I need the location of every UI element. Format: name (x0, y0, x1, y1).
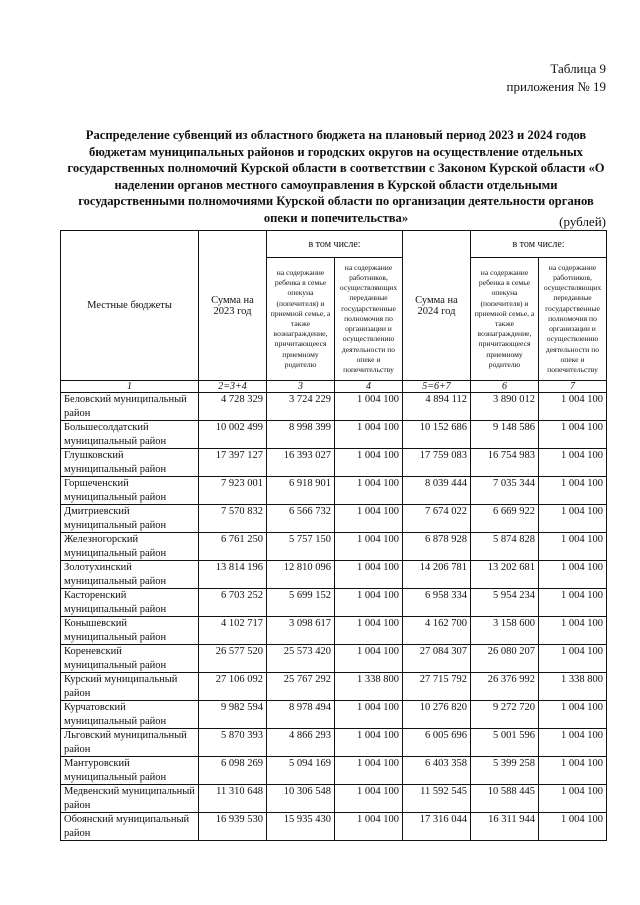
header-sum-2024: Сумма на 2024 год (403, 231, 471, 381)
sum-2024: 10 152 686 (403, 421, 471, 449)
sum-2024: 27 084 307 (403, 645, 471, 673)
staff-2023: 1 004 100 (335, 729, 403, 757)
child-2024: 5 954 234 (471, 589, 539, 617)
sum-2024: 4 894 112 (403, 393, 471, 421)
child-2024: 5 874 828 (471, 533, 539, 561)
child-2023: 12 810 096 (267, 561, 335, 589)
col-number: 6 (471, 381, 539, 393)
child-2024: 9 272 720 (471, 701, 539, 729)
district-name: Мантуровский муниципальный район (61, 757, 199, 785)
staff-2023: 1 004 100 (335, 477, 403, 505)
sum-2023: 13 814 196 (199, 561, 267, 589)
child-2023: 16 393 027 (267, 449, 335, 477)
sum-2023: 7 570 832 (199, 505, 267, 533)
table-row (61, 393, 607, 421)
sum-2023: 9 982 594 (199, 701, 267, 729)
staff-2023: 1 338 800 (335, 673, 403, 701)
col-number: 5=6+7 (403, 381, 471, 393)
child-2024: 26 376 992 (471, 673, 539, 701)
child-2023: 25 573 420 (267, 645, 335, 673)
child-2024: 5 399 258 (471, 757, 539, 785)
col-number: 1 (61, 381, 199, 393)
table-row (61, 505, 607, 533)
child-2024: 16 754 983 (471, 449, 539, 477)
staff-2024: 1 004 100 (539, 449, 607, 477)
staff-2024: 1 004 100 (539, 617, 607, 645)
header-sum-2023: Сумма на 2023 год (199, 231, 267, 381)
staff-2024: 1 004 100 (539, 505, 607, 533)
staff-2023: 1 004 100 (335, 421, 403, 449)
staff-2023: 1 004 100 (335, 505, 403, 533)
child-2023: 5 094 169 (267, 757, 335, 785)
col-number: 4 (335, 381, 403, 393)
staff-2023: 1 004 100 (335, 393, 403, 421)
sum-2023: 16 939 530 (199, 813, 267, 841)
col-number: 7 (539, 381, 607, 393)
district-name: Курчатовский муниципальный район (61, 701, 199, 729)
header-staff-maintenance-2023: на содержание работников, осуществляющих переданные государственные полномочия по организации и осуществлению деятельности по опеке и попечительству (335, 258, 403, 381)
header-including-2024: в том числе: (471, 231, 607, 258)
sum-2024: 10 276 820 (403, 701, 471, 729)
document-title: Распределение субвенций из областного бюджета на плановый период 2023 и 2024 годов бюджетам муниципальных районов и городских округов на осуществление отдельных государственных полномочий Курской области в соответствии с Законом Курской области «О наделении органов местного самоуправления в Курской области отдельными государственными полномочиями Курской области по организации деятельности органов опеки и попечительства» (67, 128, 605, 225)
table-row (61, 757, 607, 785)
col-number: 2=3+4 (199, 381, 267, 393)
staff-2023: 1 004 100 (335, 785, 403, 813)
child-2023: 3 724 229 (267, 393, 335, 421)
table-row (61, 813, 607, 841)
staff-2024: 1 004 100 (539, 421, 607, 449)
sum-2023: 6 761 250 (199, 533, 267, 561)
district-name: Беловский муниципальный район (61, 393, 199, 421)
header-local-budgets: Местные бюджеты (61, 231, 199, 381)
child-2024: 16 311 944 (471, 813, 539, 841)
sum-2023: 7 923 001 (199, 477, 267, 505)
staff-2024: 1 004 100 (539, 813, 607, 841)
district-name: Льговский муниципальный район (61, 729, 199, 757)
staff-2024: 1 004 100 (539, 533, 607, 561)
staff-2024: 1 004 100 (539, 757, 607, 785)
table-row (61, 701, 607, 729)
table-row (61, 785, 607, 813)
sum-2024: 6 958 334 (403, 589, 471, 617)
staff-2024: 1 004 100 (539, 729, 607, 757)
table-row (61, 449, 607, 477)
child-2023: 4 866 293 (267, 729, 335, 757)
sum-2024: 6 403 358 (403, 757, 471, 785)
district-name: Кореневский муниципальный район (61, 645, 199, 673)
district-name: Золотухинский муниципальный район (61, 561, 199, 589)
header-child-maintenance-2024: на содержание ребенка в семье опекуна (попечителя) и приемной семье, а также вознаграждение, причитающееся приемному родителю (471, 258, 539, 381)
sum-2023: 4 102 717 (199, 617, 267, 645)
staff-2024: 1 004 100 (539, 785, 607, 813)
district-name: Медвенский муниципальный район (61, 785, 199, 813)
child-2024: 6 669 922 (471, 505, 539, 533)
staff-2024: 1 004 100 (539, 589, 607, 617)
child-2023: 6 566 732 (267, 505, 335, 533)
table-row (61, 673, 607, 701)
child-2024: 26 080 207 (471, 645, 539, 673)
sum-2024: 17 316 044 (403, 813, 471, 841)
staff-2023: 1 004 100 (335, 813, 403, 841)
sum-2023: 5 870 393 (199, 729, 267, 757)
table-row (61, 561, 607, 589)
district-name: Дмитриевский муниципальный район (61, 505, 199, 533)
staff-2023: 1 004 100 (335, 617, 403, 645)
child-2024: 3 158 600 (471, 617, 539, 645)
col-number: 3 (267, 381, 335, 393)
sum-2023: 26 577 520 (199, 645, 267, 673)
child-2023: 3 098 617 (267, 617, 335, 645)
child-2023: 8 998 399 (267, 421, 335, 449)
table-row (61, 589, 607, 617)
staff-2024: 1 004 100 (539, 393, 607, 421)
sum-2024: 17 759 083 (403, 449, 471, 477)
district-name: Горшеченский муниципальный район (61, 477, 199, 505)
table-row (61, 645, 607, 673)
table-row (61, 729, 607, 757)
header-including-2023: в том числе: (267, 231, 403, 258)
child-2024: 7 035 344 (471, 477, 539, 505)
staff-2024: 1 004 100 (539, 645, 607, 673)
sum-2024: 14 206 781 (403, 561, 471, 589)
district-name: Железногорский муниципальный район (61, 533, 199, 561)
staff-2023: 1 004 100 (335, 449, 403, 477)
child-2024: 3 890 012 (471, 393, 539, 421)
district-name: Глушковский муниципальный район (61, 449, 199, 477)
sum-2023: 17 397 127 (199, 449, 267, 477)
staff-2024: 1 338 800 (539, 673, 607, 701)
sum-2024: 4 162 700 (403, 617, 471, 645)
child-2024: 5 001 596 (471, 729, 539, 757)
staff-2023: 1 004 100 (335, 645, 403, 673)
child-2023: 8 978 494 (267, 701, 335, 729)
child-2024: 10 588 445 (471, 785, 539, 813)
sum-2023: 11 310 648 (199, 785, 267, 813)
appendix-number: приложения № 19 (506, 79, 606, 94)
child-2023: 25 767 292 (267, 673, 335, 701)
currency-note: (рублей) (559, 214, 606, 229)
child-2023: 15 935 430 (267, 813, 335, 841)
sum-2024: 7 674 022 (403, 505, 471, 533)
sum-2024: 6 005 696 (403, 729, 471, 757)
sum-2024: 6 878 928 (403, 533, 471, 561)
child-2023: 6 918 901 (267, 477, 335, 505)
sum-2023: 6 703 252 (199, 589, 267, 617)
staff-2023: 1 004 100 (335, 589, 403, 617)
table-number: Таблица 9 (550, 61, 606, 76)
sum-2024: 27 715 792 (403, 673, 471, 701)
staff-2024: 1 004 100 (539, 477, 607, 505)
child-2024: 13 202 681 (471, 561, 539, 589)
sum-2023: 27 106 092 (199, 673, 267, 701)
sum-2023: 4 728 329 (199, 393, 267, 421)
staff-2024: 1 004 100 (539, 701, 607, 729)
child-2023: 10 306 548 (267, 785, 335, 813)
header-staff-maintenance-2024: на содержание работников, осуществляющих переданные государственные полномочия по организации и осуществлению деятельности по опеке и попечительству (539, 258, 607, 381)
district-name: Обоянский муниципальный район (61, 813, 199, 841)
staff-2023: 1 004 100 (335, 561, 403, 589)
header-child-maintenance-2023: на содержание ребенка в семье опекуна (попечителя) и приемной семье, а также вознаграждение, причитающееся приемному родителю (267, 258, 335, 381)
staff-2023: 1 004 100 (335, 533, 403, 561)
district-name: Большесолдатский муниципальный район (61, 421, 199, 449)
child-2023: 5 699 152 (267, 589, 335, 617)
subventions-table (60, 230, 607, 841)
staff-2024: 1 004 100 (539, 561, 607, 589)
child-2023: 5 757 150 (267, 533, 335, 561)
table-row (61, 617, 607, 645)
sum-2024: 8 039 444 (403, 477, 471, 505)
district-name: Касторенский муниципальный район (61, 589, 199, 617)
staff-2023: 1 004 100 (335, 701, 403, 729)
sum-2024: 11 592 545 (403, 785, 471, 813)
district-name: Курский муниципальный район (61, 673, 199, 701)
sum-2023: 10 002 499 (199, 421, 267, 449)
table-row (61, 477, 607, 505)
child-2024: 9 148 586 (471, 421, 539, 449)
table-row (61, 421, 607, 449)
table-row (61, 533, 607, 561)
district-name: Конышевский муниципальный район (61, 617, 199, 645)
sum-2023: 6 098 269 (199, 757, 267, 785)
staff-2023: 1 004 100 (335, 757, 403, 785)
